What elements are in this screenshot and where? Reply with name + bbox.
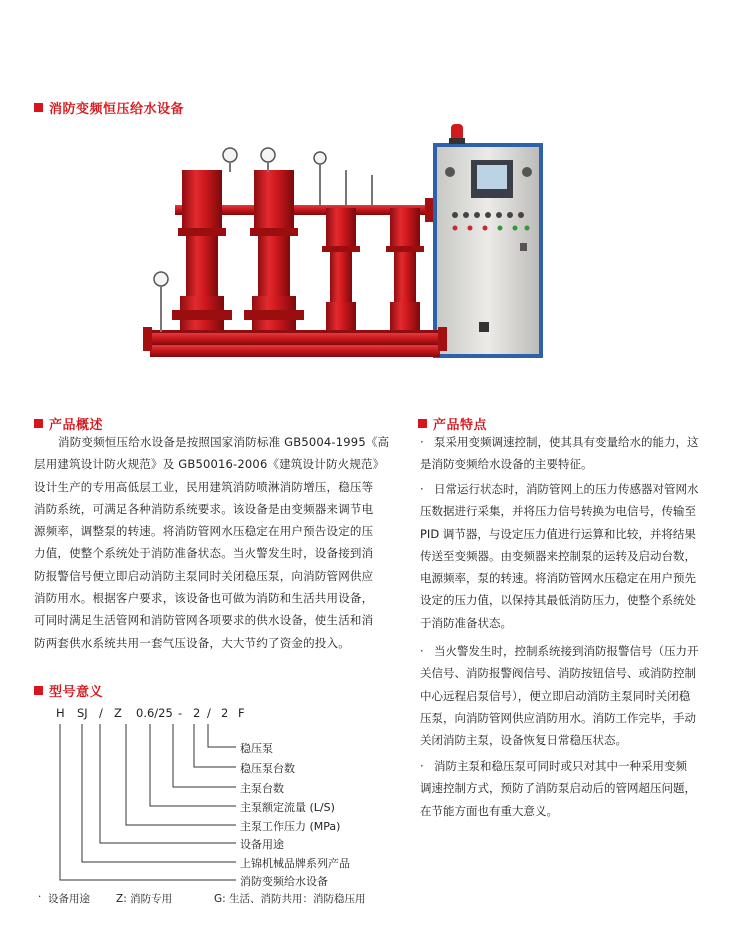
feature-line: 关闭消防主泵，设备恢复日常稳压状态。	[420, 733, 627, 748]
stabilizer-pump-1	[322, 208, 360, 330]
model-square-icon	[34, 686, 43, 695]
code-part: 2	[193, 706, 201, 720]
code-part: /	[99, 706, 103, 720]
feature-item	[420, 640, 720, 751]
feature-item	[420, 755, 720, 822]
note-z: Z: 消防专用	[116, 893, 173, 905]
note-g: G: 生活、消防共用：消防稳压用	[214, 893, 366, 905]
model-heading	[34, 681, 103, 700]
code-part: F	[238, 706, 245, 720]
feature-line: 当火警发生时，控制系统接到消防报警信号（压力开	[434, 644, 699, 658]
bullet-dot: ·	[420, 435, 424, 449]
code-part: H	[56, 706, 65, 720]
feature-line: 压泵，向消防管网供应消防用水。消防工作完毕，手动	[420, 710, 696, 725]
overview-line: 层用建筑设计防火规范》及 GB50016-2006《建筑设计防火规范》	[34, 457, 385, 472]
feature-line: 泵采用变频调速控制，使其具有变量给水的能力，这	[434, 435, 699, 449]
feature-item	[420, 431, 720, 476]
overview-line: 防报警信号便立即启动消防主泵同时关闭稳压泵，向消防管网供应	[34, 568, 374, 583]
legend-item: 主泵额定流量 (L/S)	[240, 801, 335, 814]
feature-line: 设定的压力值，以保持其最低消防压力，使整个系统处	[420, 593, 696, 608]
legend-item: 主泵工作压力 (MPa)	[240, 820, 341, 833]
feature-line: 中心远程启泵信号），便立即启动消防主泵同时关闭稳	[420, 688, 691, 703]
stabilizer-pump-2	[386, 208, 424, 330]
code-part: 2	[221, 706, 229, 720]
legend-item: 稳压泵台数	[240, 762, 295, 775]
code-part: /	[207, 706, 211, 720]
code-part: 0.6/25	[136, 706, 173, 720]
bullet-dot: ·	[420, 759, 424, 773]
code-part: SJ	[77, 706, 88, 720]
overview-line: 消防用水。根据客户要求，该设备也可做为消防和生活共用设备，	[34, 591, 374, 606]
note-label: 设备用途	[48, 893, 90, 905]
legend-item: 消防变频给水设备	[240, 875, 328, 888]
code-part: Z	[114, 706, 122, 720]
control-cabinet	[433, 124, 543, 358]
main-pump-1	[172, 170, 232, 330]
feature-line: 消防主泵和稳压泵可同时或只对其中一种采用变频	[434, 759, 687, 773]
overview-heading-text: 产品概述	[49, 418, 104, 433]
legend-item: 主泵台数	[240, 782, 284, 795]
overview-line: 可同时满足生活管网和消防管网各项要求的供水设备，使生活和消	[34, 613, 374, 628]
overview-line: 设计生产的专用高低层工业，民用建筑消防喷淋消防增压，稳压等	[34, 479, 374, 494]
features-square-icon	[418, 419, 427, 428]
legend-item: 上锦机械品牌系列产品	[240, 857, 350, 870]
bullet-dot: ·	[420, 482, 424, 496]
overview-line: 消防系统，可满足各种消防系统要求。该设备是由变频器来调节电	[34, 501, 374, 516]
feature-line: 在节能方面也有重大意义。	[420, 803, 558, 818]
feature-line: 电源频率，泵的转速。将消防管网水压稳定在用户预先	[420, 571, 696, 586]
overview-line: 防两套供水系统共用一套气压设备，大大节约了资金的投入。	[34, 635, 350, 650]
feature-item	[420, 478, 720, 634]
product-image	[0, 0, 741, 370]
model-heading-text: 型号意义	[49, 685, 104, 700]
main-pump-2	[244, 170, 304, 330]
feature-line: 调速控制方式，预防了消防泵启动后的管网超压问题，	[420, 781, 696, 796]
legend-item: 稳压泵	[240, 742, 273, 755]
overview-text	[34, 431, 404, 654]
overview-line: 源频率，调整泵的转速。将消防管网水压稳定在用户预告设定的压	[34, 524, 374, 539]
note-bullet: ·	[38, 891, 42, 903]
feature-line: PID 调节器，与设定压力值进行运算和比较，并将结果	[420, 526, 696, 541]
feature-line: 压数据进行采集，并将压力信号转换为电信号，传输至	[420, 504, 696, 519]
page-title-text: 消防变频恒压给水设备	[49, 102, 185, 117]
overview-line: 力值，使整个系统处于消防准备状态。当火警发生时，设备接到消	[34, 546, 374, 561]
feature-line: 是消防变频给水设备的主要特征。	[420, 457, 593, 472]
legend-item: 设备用途	[240, 838, 284, 851]
feature-line: 于消防准备状态。	[420, 615, 512, 630]
features-heading-text: 产品特点	[433, 418, 488, 433]
code-part: -	[178, 706, 183, 720]
pressure-gauges	[154, 148, 326, 286]
feature-line: 传送至变频器。由变频器来控制泵的运转及启动台数，	[420, 548, 696, 563]
bullet-dot: ·	[420, 644, 424, 658]
feature-line: 日常运行状态时，消防管网上的压力传感器对管网水	[434, 482, 699, 496]
overview-line: 消防变频恒压给水设备是按照国家消防标准 GB5004-1995《高	[58, 435, 390, 449]
feature-line: 关信号、消防报警阀信号、消防按钮信号、或消防控制	[420, 666, 696, 681]
overview-square-icon	[34, 419, 43, 428]
